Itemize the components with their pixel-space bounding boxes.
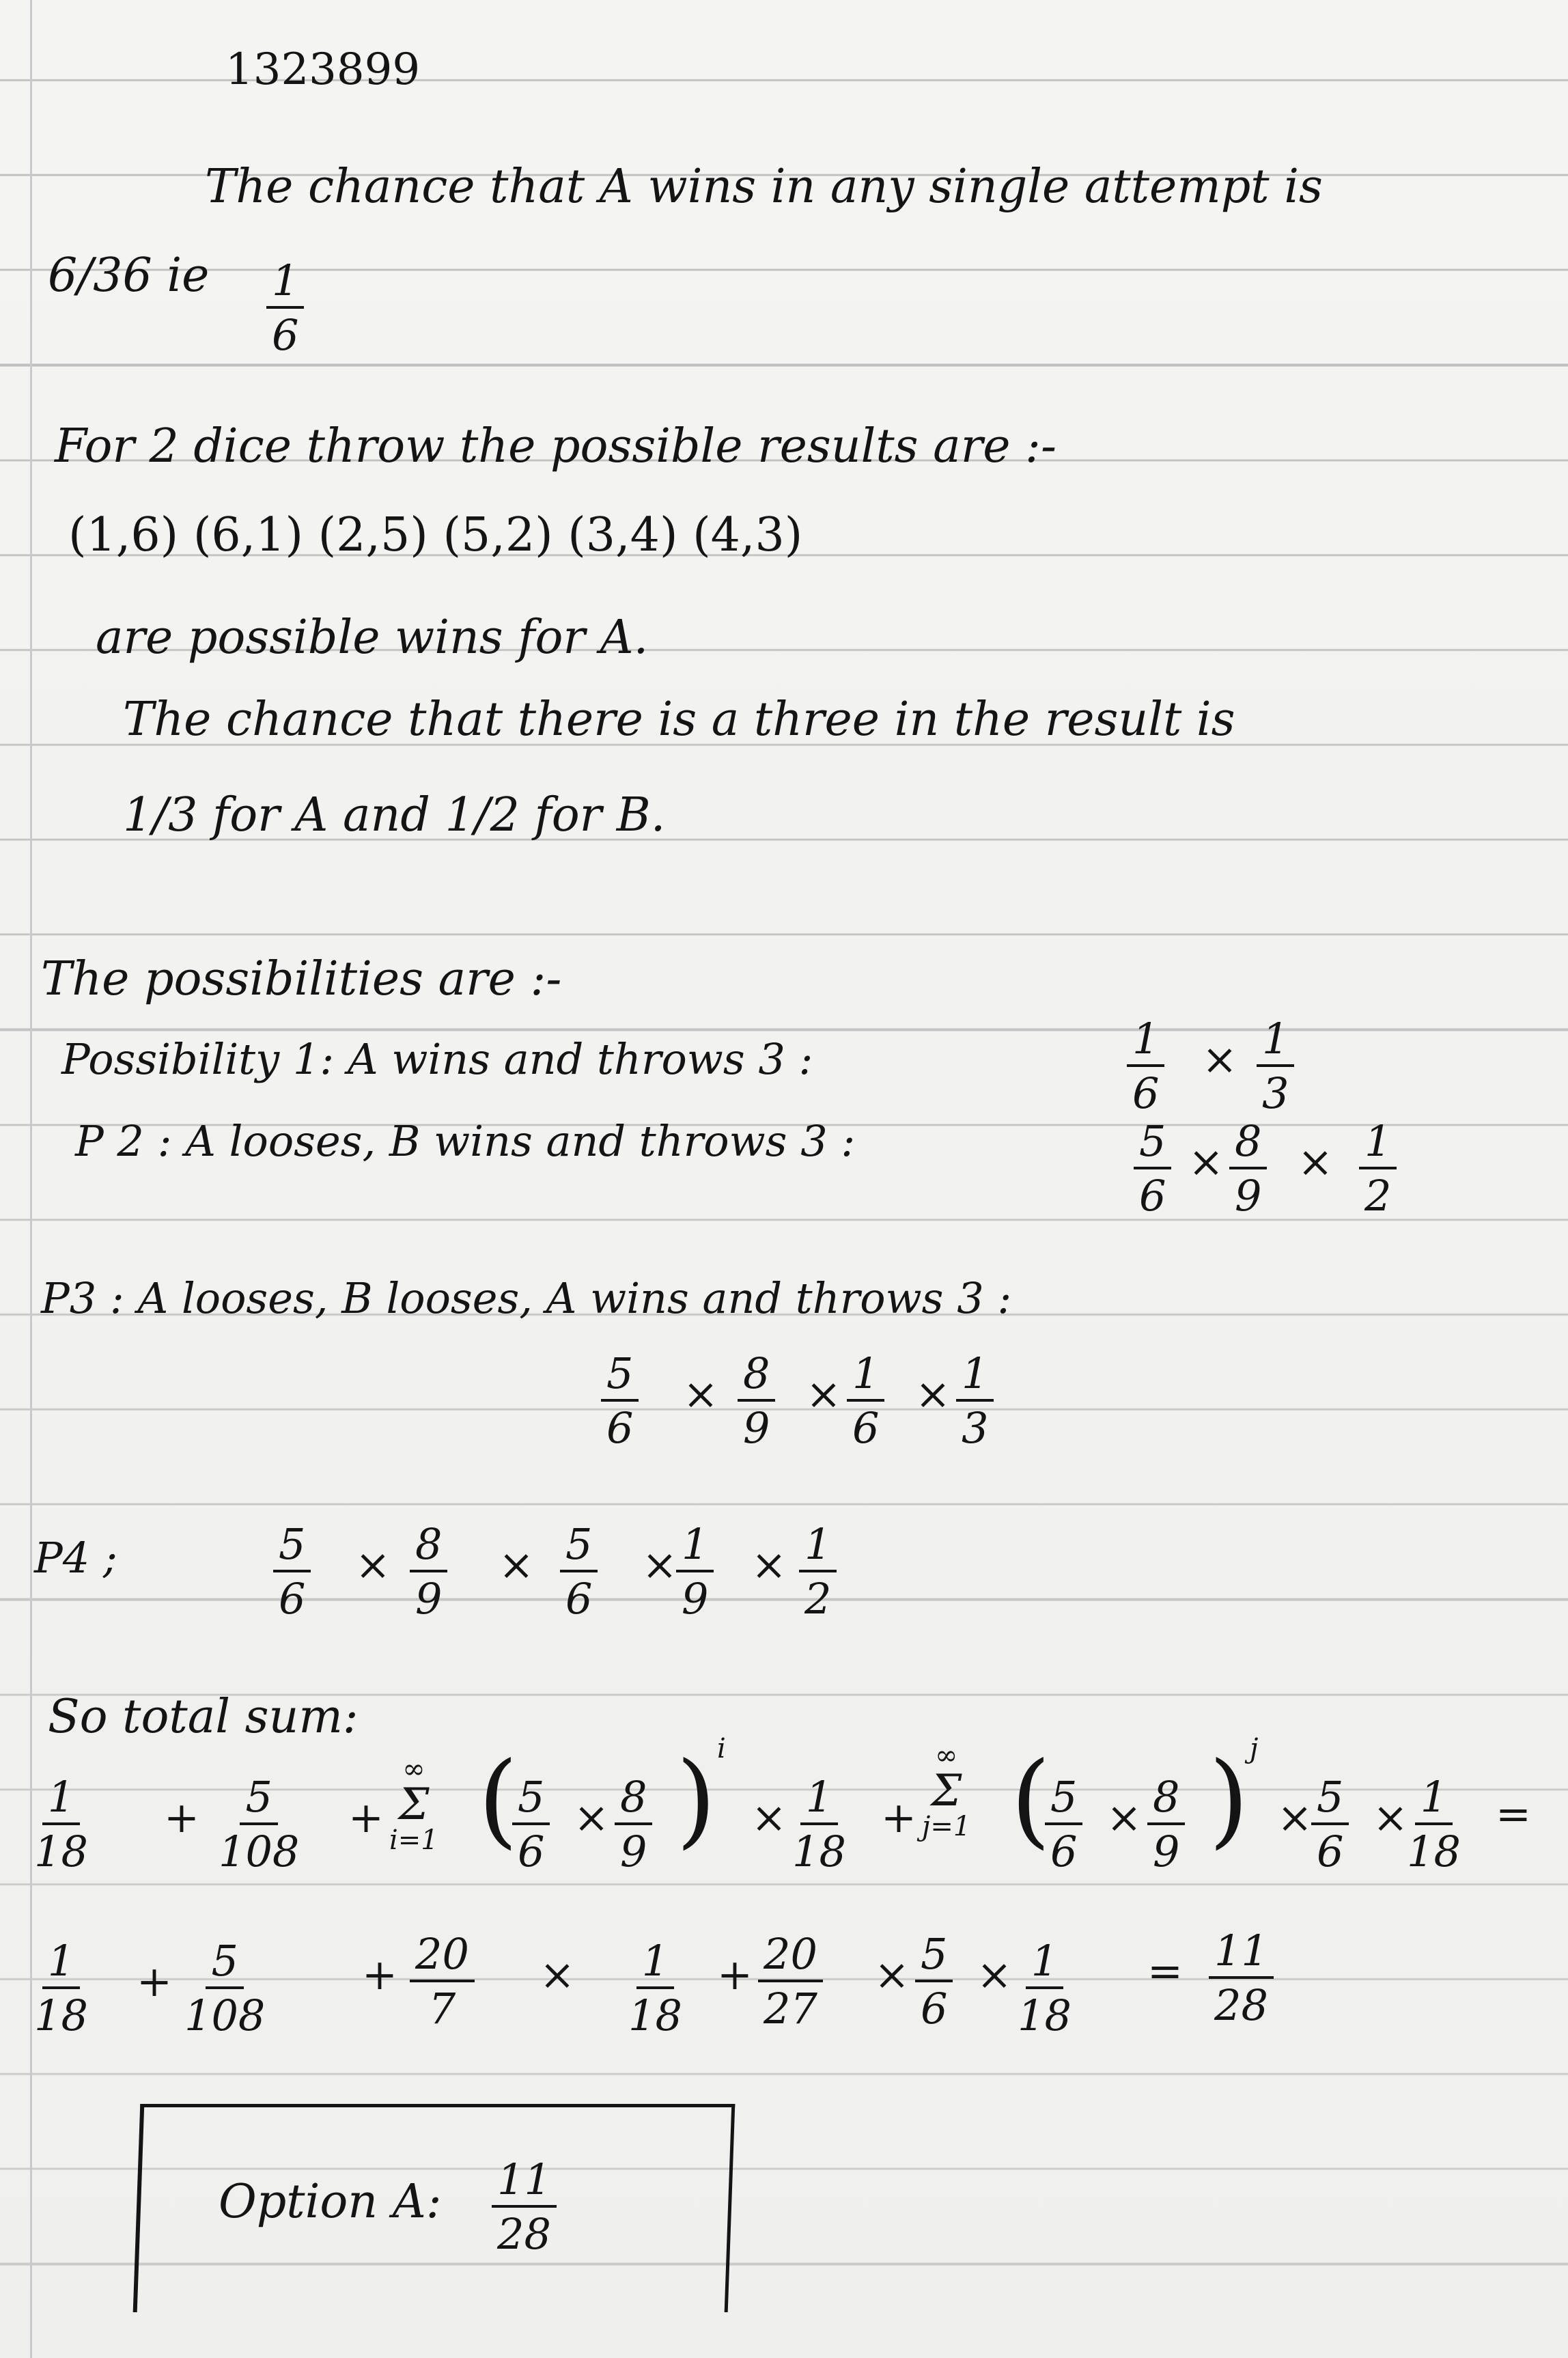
fraction-denominator: 108 [219, 1827, 300, 1876]
fraction-denominator: 28 [1214, 1980, 1268, 2030]
plus-sign: + [717, 1950, 753, 1999]
p1-fraction-2 [1257, 1014, 1294, 1118]
fraction-denominator: 9 [1153, 1827, 1180, 1876]
times-sign: × [751, 1792, 787, 1842]
times-sign: × [915, 1369, 951, 1419]
p4-fraction-5 [799, 1519, 837, 1624]
fraction-denominator: 6 [921, 1984, 948, 2034]
times-sign: × [1106, 1792, 1142, 1842]
close-paren: ) [1209, 1740, 1249, 1859]
sum-term-1 [34, 1772, 88, 1876]
fraction-denominator: 27 [764, 1984, 817, 2034]
fraction-numerator: 5 [1134, 1120, 1171, 1169]
result-term-6 [915, 1929, 953, 2034]
fraction-denominator: 6 [1139, 1171, 1166, 1221]
close-paren: ) [676, 1740, 716, 1859]
fraction-denominator: 6 [518, 1827, 545, 1876]
result-term-3 [410, 1929, 475, 2034]
times-sign: × [751, 1540, 787, 1590]
fraction-numerator: 1 [956, 1353, 994, 1402]
open-paren: ( [478, 1740, 518, 1859]
fraction-numerator: 5 [240, 1776, 277, 1825]
fraction-numerator: 5 [560, 1523, 598, 1572]
plus-sign: + [137, 1956, 172, 2006]
intro-line: The chance that A wins in any single attempt is [205, 160, 1323, 214]
times-sign: × [1298, 1137, 1333, 1187]
fraction-numerator: 1 [1415, 1776, 1453, 1825]
fraction-denominator: 6 [852, 1403, 880, 1453]
result-term-5 [758, 1929, 823, 2034]
times-sign: × [977, 1950, 1012, 1999]
equals-sign: = [1496, 1789, 1531, 1839]
inner-fraction-1b [615, 1772, 652, 1876]
fraction-numerator: 1 [266, 260, 304, 309]
fraction-denominator: 28 [497, 2209, 551, 2259]
fraction-numerator: 5 [206, 1940, 243, 1989]
times-sign: × [355, 1540, 391, 1590]
times-sign: × [540, 1950, 575, 1999]
summation-i [389, 1753, 438, 1856]
fraction-numerator: 1 [676, 1523, 714, 1572]
times-sign: × [1277, 1792, 1313, 1842]
fraction-numerator: 1 [42, 1940, 80, 1989]
fraction-numerator: 20 [758, 1933, 823, 1982]
fraction-denominator: 6 [1050, 1827, 1078, 1876]
fraction-numerator: 8 [738, 1353, 775, 1402]
fraction-denominator: 18 [34, 1991, 88, 2040]
fraction-numerator: 1 [1026, 1940, 1063, 1989]
fraction-denominator: 7 [428, 1984, 456, 2034]
sum-lower-limit: i=1 [389, 1825, 438, 1856]
p3-fraction-4 [956, 1348, 994, 1453]
possibilities-heading: The possibilities are :- [41, 952, 562, 1006]
times-sign: × [1188, 1137, 1224, 1187]
fraction-numerator: 1 [1127, 1018, 1164, 1067]
p4-fraction-1 [273, 1519, 311, 1624]
fraction-numerator: 5 [1311, 1776, 1349, 1825]
answer-fraction [492, 2154, 557, 2259]
sigma-sign: Σ [931, 1766, 962, 1816]
inner-fraction-1a [512, 1772, 550, 1876]
plus-sign: + [348, 1792, 384, 1842]
summation-j [922, 1742, 970, 1840]
plus-sign: + [164, 1792, 199, 1842]
fraction-denominator: 108 [184, 1991, 266, 2040]
sum-upper-limit: ∞ [935, 1740, 958, 1771]
p3-fraction-2 [738, 1348, 775, 1453]
fraction-numerator: 1 [847, 1353, 884, 1402]
equals-sign: = [1147, 1946, 1183, 1996]
result-term-4 [628, 1936, 682, 2040]
fraction-denominator: 9 [682, 1574, 709, 1624]
exponent-i: i [717, 1733, 726, 1764]
three-chance-line: The chance that there is a three in the result is [123, 693, 1235, 747]
p3-label: P3 : A looses, B looses, A wins and throws 3 : [41, 1273, 1012, 1323]
intro-prob-text: 6/36 ie [48, 249, 210, 303]
fraction-denominator: 9 [743, 1403, 770, 1453]
intro-prob-fraction [266, 255, 304, 360]
fraction-numerator: 1 [42, 1776, 80, 1825]
p4-fraction-2 [410, 1519, 447, 1624]
fraction-numerator: 11 [492, 2159, 557, 2208]
p4-fraction-4 [676, 1519, 714, 1624]
fraction-denominator: 18 [34, 1827, 88, 1876]
times-sign: × [574, 1792, 609, 1842]
fraction-numerator: 5 [1045, 1776, 1082, 1825]
open-paren: ( [1011, 1740, 1051, 1859]
fraction-denominator: 9 [1235, 1171, 1262, 1221]
plus-sign: + [881, 1792, 916, 1842]
fraction-denominator: 9 [415, 1574, 443, 1624]
result-term-7 [1018, 1936, 1072, 2040]
three-chance-values: 1/3 for A and 1/2 for B. [123, 788, 666, 842]
fraction-numerator: 5 [915, 1933, 953, 1982]
fraction-denominator: 6 [1132, 1068, 1160, 1118]
p4-fraction-3 [560, 1519, 598, 1624]
times-sign: × [874, 1950, 910, 1999]
result-term-1 [34, 1936, 88, 2040]
p2-fraction-3 [1359, 1116, 1397, 1221]
fraction-numerator: 8 [1147, 1776, 1185, 1825]
plus-sign: + [362, 1950, 397, 1999]
fraction-numerator: 1 [636, 1940, 674, 1989]
fraction-numerator: 8 [1229, 1120, 1267, 1169]
fraction-denominator: 6 [272, 310, 299, 360]
p1-label: Possibility 1: A wins and throws 3 : [61, 1034, 813, 1084]
times-sign: × [642, 1540, 677, 1590]
result-term-2 [184, 1936, 266, 2040]
fraction-numerator: 8 [615, 1776, 652, 1825]
times-sign: × [499, 1540, 534, 1590]
margin-line [30, 0, 32, 2358]
fraction-numerator: 20 [410, 1933, 475, 1982]
fraction-numerator: 1 [1359, 1120, 1397, 1169]
sum-lower-limit: j=1 [922, 1811, 971, 1842]
inner-fraction-2b [1147, 1772, 1185, 1876]
inner-fraction-2a [1045, 1772, 1082, 1876]
fraction-numerator: 1 [799, 1523, 837, 1572]
sum-term-5 [1407, 1772, 1461, 1876]
p2-label: P 2 : A looses, B wins and throws 3 : [75, 1116, 856, 1166]
fraction-numerator: 5 [512, 1776, 550, 1825]
fraction-denominator: 18 [628, 1991, 682, 2040]
final-result [1209, 1926, 1274, 2030]
fraction-denominator: 2 [804, 1574, 832, 1624]
page-id: 1323899 [225, 44, 421, 95]
times-sign: × [683, 1369, 718, 1419]
p2-fraction-1 [1134, 1116, 1171, 1221]
fraction-numerator: 1 [1257, 1018, 1294, 1067]
fraction-denominator: 18 [1018, 1991, 1072, 2040]
fraction-numerator: 11 [1209, 1930, 1274, 1979]
sum-term-2 [219, 1772, 300, 1876]
p3-fraction-1 [601, 1348, 639, 1453]
p4-label: P4 ; [34, 1533, 117, 1583]
fraction-denominator: 18 [1407, 1827, 1461, 1876]
fraction-denominator: 3 [1262, 1068, 1289, 1118]
fraction-numerator: 5 [601, 1353, 639, 1402]
sum-term-3 [792, 1772, 846, 1876]
fraction-denominator: 9 [620, 1827, 647, 1876]
fraction-denominator: 3 [962, 1403, 989, 1453]
exponent-j: j [1250, 1733, 1259, 1764]
p2-fraction-2 [1229, 1116, 1267, 1221]
sum-upper-limit: ∞ [402, 1753, 425, 1785]
fraction-numerator: 5 [273, 1523, 311, 1572]
fraction-denominator: 6 [279, 1574, 306, 1624]
results-line: For 2 dice throw the possible results are :- [55, 419, 1056, 473]
times-sign: × [1373, 1792, 1408, 1842]
answer-label: Option A: [219, 2175, 442, 2229]
fraction-denominator: 6 [565, 1574, 593, 1624]
times-sign: × [1202, 1034, 1237, 1084]
sum-term-4 [1311, 1772, 1349, 1876]
fraction-denominator: 2 [1364, 1171, 1392, 1221]
sigma-sign: Σ [398, 1779, 430, 1830]
fraction-numerator: 1 [800, 1776, 838, 1825]
wins-for-a-line: are possible wins for A. [96, 611, 649, 665]
fraction-denominator: 18 [792, 1827, 846, 1876]
p1-fraction-1 [1127, 1014, 1164, 1118]
times-sign: × [806, 1369, 841, 1419]
fraction-numerator: 8 [410, 1523, 447, 1572]
fraction-denominator: 6 [1317, 1827, 1344, 1876]
p3-fraction-3 [847, 1348, 884, 1453]
win-pairs: (1,6) (6,1) (2,5) (5,2) (3,4) (4,3) [68, 508, 803, 562]
total-sum-label: So total sum: [48, 1690, 359, 1744]
fraction-denominator: 6 [606, 1403, 634, 1453]
